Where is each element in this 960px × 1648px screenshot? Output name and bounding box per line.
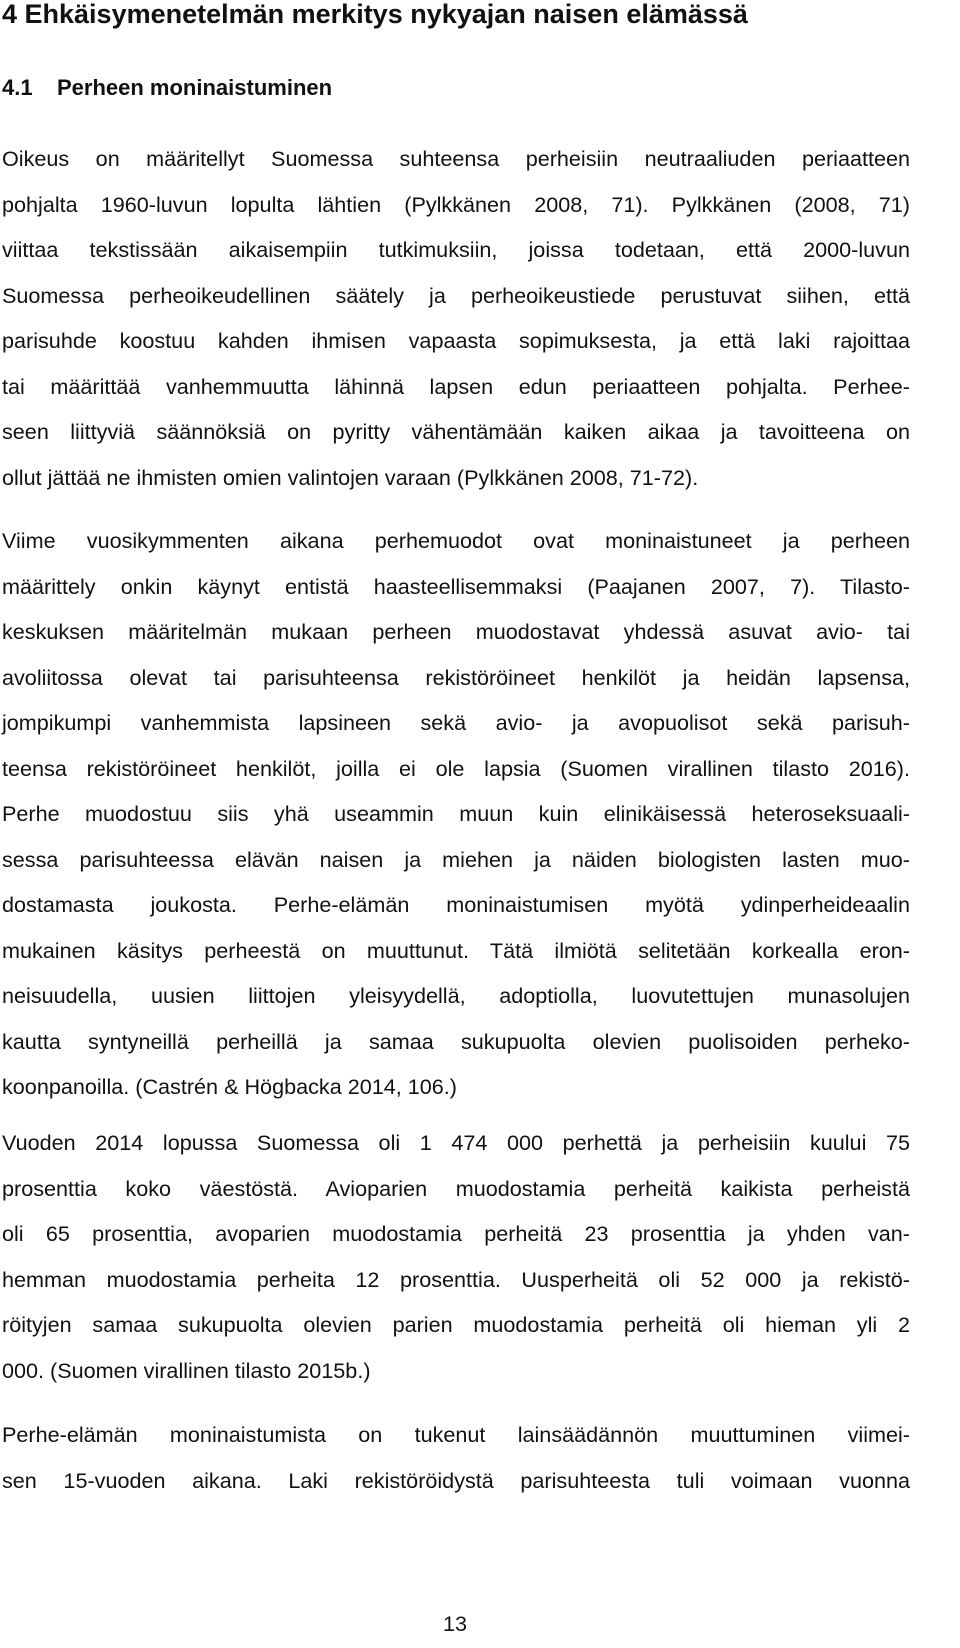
paragraph-1 bbox=[2, 136, 910, 500]
text-line: neisuudella, uusien liittojen yleisyydellä, adoptiolla, luovutettujen munasolujen bbox=[2, 983, 910, 1008]
text-line: tai määrittää vanhemmuutta lähinnä lapsen edun periaatteen pohjalta. Perhee- bbox=[2, 373, 910, 399]
text-line: Perhe-elämän moninaistumista on tukenut lainsäädännön muuttuminen viimei- bbox=[2, 1422, 910, 1447]
paragraph-4 bbox=[2, 1412, 910, 1503]
text-line: jompikumpi vanhemmista lapsineen sekä avio- ja avopuolisot sekä parisuh- bbox=[2, 710, 910, 735]
text-line: röityjen samaa sukupuolta olevien parien muodostamia perheitä oli hieman yli 2 bbox=[2, 1312, 910, 1337]
text-line: Vuoden 2014 lopussa Suomessa oli 1 474 000 perhettä ja perheisiin kuului 75 bbox=[2, 1130, 910, 1155]
paragraph-3 bbox=[2, 1120, 910, 1393]
section-number: 4.1 bbox=[2, 75, 33, 100]
text-line: Suomessa perheoikeudellinen säätely ja perheoikeustiede perustuvat siihen, että bbox=[2, 282, 910, 308]
section-heading bbox=[2, 68, 332, 108]
text-line: sen 15-vuoden aikana. Laki rekistöröidystä parisuhteesta tuli voimaan vuonna bbox=[2, 1467, 910, 1493]
text-line: teensa rekistöröineet henkilöt, joilla ei ole lapsia (Suomen virallinen tilasto 2016). bbox=[2, 755, 910, 781]
text-line: avoliitossa olevat tai parisuhteensa rekistöröineet henkilöt ja heidän lapsensa, bbox=[2, 664, 910, 690]
text-line: pohjalta 1960-luvun lopulta lähtien (Pylkkänen 2008, 71). Pylkkänen (2008, 71) bbox=[2, 191, 910, 217]
text-line: oli 65 prosenttia, avoparien muodostamia perheitä 23 prosenttia ja yhden van- bbox=[2, 1221, 910, 1246]
text-line: prosenttia koko väestöstä. Avioparien muodostamia perheitä kaikista perheistä bbox=[2, 1175, 910, 1201]
paragraph-2 bbox=[2, 518, 910, 1110]
text-line: hemman muodostamia perheita 12 prosenttia. Uusperheitä oli 52 000 ja rekistö- bbox=[2, 1266, 910, 1292]
chapter-heading: 4 Ehkäisymenetelmän merkitys nykyajan naisen elämässä bbox=[2, 0, 748, 29]
page-number: 13 bbox=[442, 1611, 468, 1636]
text-line: kautta syntyneillä perheillä ja samaa sukupuolta olevien puolisoiden perheko- bbox=[2, 1028, 910, 1054]
text-line: Oikeus on määritellyt Suomessa suhteensa perheisiin neutraaliuden periaatteen bbox=[2, 146, 910, 171]
text-line: sessa parisuhteessa elävän naisen ja miehen ja näiden biologisten lasten muo- bbox=[2, 846, 910, 872]
text-line: Viime vuosikymmenten aikana perhemuodot ovat moninaistuneet ja perheen bbox=[2, 528, 910, 553]
text-line: viittaa tekstissään aikaisempiin tutkimuksiin, joissa todetaan, että 2000-luvun bbox=[2, 237, 910, 262]
text-line: koonpanoilla. (Castrén & Högbacka 2014, 106.) bbox=[2, 1074, 457, 1099]
text-line: mukainen käsitys perheestä on muuttunut. Tätä ilmiötä selitetään korkealla eron- bbox=[2, 937, 910, 963]
text-line: seen liittyviä säännöksiä on pyritty vähentämään kaiken aikaa ja tavoitteena on bbox=[2, 419, 910, 444]
text-line: Perhe muodostuu siis yhä useammin muun kuin elinikäisessä heteroseksuaali- bbox=[2, 801, 910, 826]
text-line: 000. (Suomen virallinen tilasto 2015b.) bbox=[2, 1357, 371, 1383]
text-line: parisuhde koostuu kahden ihmisen vapaasta sopimuksesta, ja että laki rajoittaa bbox=[2, 328, 910, 353]
text-line: keskuksen määritelmän mukaan perheen muodostavat yhdessä asuvat avio- tai bbox=[2, 619, 910, 644]
section-title: Perheen moninaistuminen bbox=[57, 75, 333, 100]
text-line: ollut jättää ne ihmisten omien valintojen varaan (Pylkkänen 2008, 71-72). bbox=[2, 464, 699, 490]
text-line: määrittely onkin käynyt entistä haasteellisemmaksi (Paajanen 2007, 7). Tilasto- bbox=[2, 573, 910, 599]
text-line: dostamasta joukosta. Perhe-elämän moninaistumisen myötä ydinperheideaalin bbox=[2, 892, 910, 917]
